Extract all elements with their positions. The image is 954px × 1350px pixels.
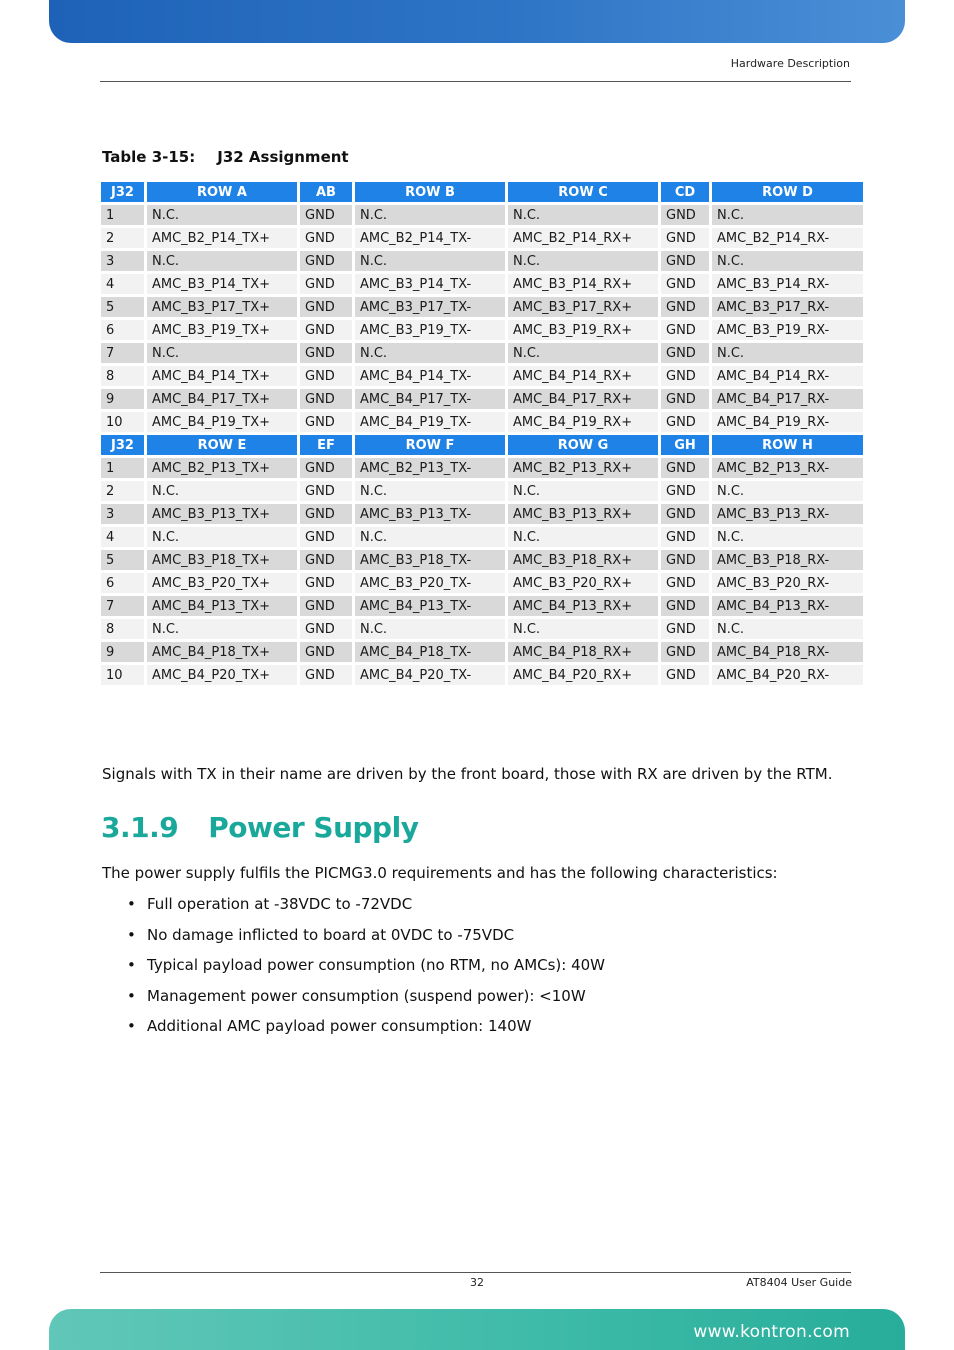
table-cell: 5	[101, 297, 144, 317]
table-cell: AMC_B4_P14_RX-	[712, 366, 863, 386]
table-cell: GND	[300, 481, 352, 501]
table-cell: AMC_B2_P14_TX+	[147, 228, 297, 248]
column-header: ROW F	[355, 435, 505, 455]
table-cell: AMC_B4_P17_TX-	[355, 389, 505, 409]
table-cell: AMC_B4_P18_TX-	[355, 642, 505, 662]
table-cell: 6	[101, 320, 144, 340]
column-header: ROW C	[508, 182, 658, 202]
intro-paragraph: The power supply fulfils the PICMG3.0 requirements and has the following characteristics:	[102, 864, 778, 882]
list-item-text: Management power consumption (suspend power): <10W	[147, 986, 586, 1005]
column-header: ROW E	[147, 435, 297, 455]
list-item	[127, 895, 605, 926]
table-row	[101, 412, 863, 432]
table-row	[101, 205, 863, 225]
table-body	[101, 182, 863, 685]
table-cell: AMC_B4_P20_TX+	[147, 665, 297, 685]
table-cell: GND	[300, 274, 352, 294]
table-cell: AMC_B3_P14_RX-	[712, 274, 863, 294]
table-cell: N.C.	[712, 527, 863, 547]
list-item	[127, 926, 605, 957]
table-cell: GND	[661, 550, 709, 570]
table-row	[101, 389, 863, 409]
table-cell: AMC_B4_P17_RX+	[508, 389, 658, 409]
table-row	[101, 573, 863, 593]
table-cell: 4	[101, 274, 144, 294]
table-caption-label: Table 3-15:	[102, 148, 196, 166]
table-cell: AMC_B3_P13_RX-	[712, 504, 863, 524]
table-cell: AMC_B4_P14_RX+	[508, 366, 658, 386]
table-cell: AMC_B3_P17_TX-	[355, 297, 505, 317]
section-title: Power Supply	[208, 811, 419, 844]
list-item	[127, 987, 605, 1018]
tx-rx-note: Signals with TX in their name are driven by the front board, those with RX are driven by the RTM.	[102, 765, 833, 783]
table-cell: GND	[661, 251, 709, 271]
table-cell: 10	[101, 665, 144, 685]
table-cell: AMC_B4_P19_RX+	[508, 412, 658, 432]
section-heading	[101, 811, 418, 844]
table-cell: 2	[101, 481, 144, 501]
header-rule	[100, 81, 851, 82]
footer-rule	[100, 1272, 851, 1273]
bullet-icon: •	[127, 1017, 136, 1035]
table-cell: AMC_B2_P13_TX-	[355, 458, 505, 478]
table-cell: AMC_B4_P18_RX+	[508, 642, 658, 662]
table-cell: GND	[661, 642, 709, 662]
table-cell: AMC_B2_P13_RX+	[508, 458, 658, 478]
table-cell: AMC_B4_P13_RX+	[508, 596, 658, 616]
bullet-icon: •	[127, 895, 136, 913]
table-cell: AMC_B4_P13_TX+	[147, 596, 297, 616]
table-cell: GND	[300, 665, 352, 685]
table-cell: GND	[661, 412, 709, 432]
table-cell: 9	[101, 642, 144, 662]
table-header-row	[101, 435, 863, 455]
column-header: AB	[300, 182, 352, 202]
table-cell: AMC_B3_P19_TX+	[147, 320, 297, 340]
table-cell: GND	[300, 366, 352, 386]
table-cell: AMC_B4_P20_RX+	[508, 665, 658, 685]
table-cell: N.C.	[508, 343, 658, 363]
table-row	[101, 596, 863, 616]
table-cell: N.C.	[508, 619, 658, 639]
table-cell: AMC_B2_P14_RX-	[712, 228, 863, 248]
table-cell: GND	[300, 642, 352, 662]
table-row	[101, 366, 863, 386]
table-cell: AMC_B3_P17_RX+	[508, 297, 658, 317]
table-cell: GND	[661, 205, 709, 225]
table-row	[101, 343, 863, 363]
table-cell: AMC_B4_P20_TX-	[355, 665, 505, 685]
column-header: ROW H	[712, 435, 863, 455]
table-row	[101, 251, 863, 271]
table-cell: GND	[300, 573, 352, 593]
table-row	[101, 481, 863, 501]
table-row	[101, 619, 863, 639]
table-cell: GND	[300, 458, 352, 478]
table-cell: GND	[661, 320, 709, 340]
table-cell: N.C.	[147, 527, 297, 547]
table-cell: AMC_B4_P18_TX+	[147, 642, 297, 662]
list-item-text: Additional AMC payload power consumption: 140W	[147, 1017, 532, 1035]
column-header: ROW B	[355, 182, 505, 202]
table-cell: GND	[661, 458, 709, 478]
table-caption	[102, 148, 349, 166]
table-row	[101, 527, 863, 547]
table-cell: N.C.	[508, 205, 658, 225]
column-header: GH	[661, 435, 709, 455]
table-cell: GND	[661, 389, 709, 409]
table-cell: 8	[101, 619, 144, 639]
table-cell: 10	[101, 412, 144, 432]
table-cell: AMC_B3_P18_TX-	[355, 550, 505, 570]
list-item	[127, 1017, 605, 1048]
list-item-text: No damage inflicted to board at 0VDC to -75VDC	[147, 925, 515, 944]
table-cell: GND	[661, 481, 709, 501]
table-cell: N.C.	[712, 251, 863, 271]
table-cell: AMC_B3_P19_TX-	[355, 320, 505, 340]
table-cell: AMC_B3_P19_RX+	[508, 320, 658, 340]
table-row	[101, 458, 863, 478]
table-cell: N.C.	[355, 481, 505, 501]
table-cell: GND	[300, 297, 352, 317]
top-banner	[49, 0, 905, 43]
table-cell: GND	[300, 619, 352, 639]
column-header: ROW G	[508, 435, 658, 455]
running-header: Hardware Description	[730, 57, 850, 70]
table-cell: 1	[101, 458, 144, 478]
table-cell: N.C.	[355, 251, 505, 271]
table-cell: GND	[661, 343, 709, 363]
table-cell: AMC_B3_P13_TX-	[355, 504, 505, 524]
column-header: CD	[661, 182, 709, 202]
column-header: EF	[300, 435, 352, 455]
table-cell: AMC_B3_P14_TX-	[355, 274, 505, 294]
table-cell: AMC_B2_P13_RX-	[712, 458, 863, 478]
table-cell: N.C.	[147, 205, 297, 225]
table-cell: GND	[661, 504, 709, 524]
table-cell: AMC_B3_P14_TX+	[147, 274, 297, 294]
table-cell: N.C.	[147, 619, 297, 639]
table-cell: AMC_B4_P19_TX+	[147, 412, 297, 432]
table-cell: N.C.	[355, 527, 505, 547]
table-header-row	[101, 182, 863, 202]
table-cell: AMC_B3_P17_TX+	[147, 297, 297, 317]
table-cell: AMC_B3_P20_TX+	[147, 573, 297, 593]
table-cell: N.C.	[147, 251, 297, 271]
table-cell: AMC_B4_P19_TX-	[355, 412, 505, 432]
table-cell: AMC_B3_P17_RX-	[712, 297, 863, 317]
table-cell: AMC_B2_P14_TX-	[355, 228, 505, 248]
table-cell: GND	[300, 527, 352, 547]
table-cell: GND	[300, 412, 352, 432]
table-cell: GND	[661, 665, 709, 685]
table-cell: GND	[661, 527, 709, 547]
table-cell: N.C.	[712, 343, 863, 363]
table-cell: AMC_B4_P19_RX-	[712, 412, 863, 432]
j32-assignment-table	[98, 179, 866, 688]
page-number: 32	[470, 1276, 484, 1289]
table-cell: N.C.	[147, 343, 297, 363]
table-cell: 4	[101, 527, 144, 547]
table-cell: GND	[300, 389, 352, 409]
table-cell: AMC_B3_P19_RX-	[712, 320, 863, 340]
section-number: 3.1.9	[101, 811, 179, 844]
table-cell: GND	[300, 320, 352, 340]
column-header: J32	[101, 182, 144, 202]
list-item-text: Full operation at -38VDC to -72VDC	[147, 895, 413, 913]
column-header: ROW A	[147, 182, 297, 202]
table-cell: 6	[101, 573, 144, 593]
website-link[interactable]: www.kontron.com	[693, 1322, 850, 1342]
table-cell: N.C.	[712, 205, 863, 225]
document-name: AT8404 User Guide	[746, 1276, 852, 1289]
table-cell: GND	[300, 504, 352, 524]
table-row	[101, 320, 863, 340]
table-cell: GND	[300, 205, 352, 225]
table-cell: GND	[300, 596, 352, 616]
table-cell: AMC_B3_P13_RX+	[508, 504, 658, 524]
table-row	[101, 642, 863, 662]
table-caption-title: J32 Assignment	[217, 148, 349, 166]
table-cell: N.C.	[712, 481, 863, 501]
bullet-icon: •	[127, 925, 136, 944]
table-cell: AMC_B3_P13_TX+	[147, 504, 297, 524]
table-cell: 3	[101, 251, 144, 271]
table-cell: GND	[661, 573, 709, 593]
table-cell: AMC_B3_P18_TX+	[147, 550, 297, 570]
table-cell: GND	[661, 619, 709, 639]
table-cell: 9	[101, 389, 144, 409]
table-cell: 7	[101, 596, 144, 616]
table-cell: GND	[661, 274, 709, 294]
table-cell: GND	[300, 550, 352, 570]
table-cell: 7	[101, 343, 144, 363]
table-row	[101, 665, 863, 685]
table-cell: N.C.	[147, 481, 297, 501]
table-cell: GND	[300, 343, 352, 363]
table-row	[101, 274, 863, 294]
table-cell: GND	[300, 228, 352, 248]
bullet-icon: •	[127, 986, 136, 1005]
table-cell: N.C.	[508, 527, 658, 547]
table-cell: 8	[101, 366, 144, 386]
table-cell: 5	[101, 550, 144, 570]
table-cell: AMC_B3_P18_RX-	[712, 550, 863, 570]
table-cell: GND	[661, 596, 709, 616]
table-cell: N.C.	[355, 205, 505, 225]
table-cell: AMC_B4_P14_TX-	[355, 366, 505, 386]
column-header: ROW D	[712, 182, 863, 202]
table-cell: N.C.	[355, 619, 505, 639]
table-cell: AMC_B2_P14_RX+	[508, 228, 658, 248]
table-cell: AMC_B4_P14_TX+	[147, 366, 297, 386]
table-cell: AMC_B3_P14_RX+	[508, 274, 658, 294]
table-row	[101, 228, 863, 248]
table-cell: AMC_B4_P17_RX-	[712, 389, 863, 409]
table-cell: N.C.	[508, 251, 658, 271]
table-cell: AMC_B4_P18_RX-	[712, 642, 863, 662]
table-cell: AMC_B4_P17_TX+	[147, 389, 297, 409]
characteristics-list	[127, 895, 605, 1048]
table-cell: AMC_B4_P20_RX-	[712, 665, 863, 685]
column-header: J32	[101, 435, 144, 455]
bullet-icon: •	[127, 956, 136, 974]
table-row	[101, 297, 863, 317]
table-cell: AMC_B3_P20_RX-	[712, 573, 863, 593]
table-cell: 1	[101, 205, 144, 225]
table-row	[101, 550, 863, 570]
table-cell: AMC_B3_P20_RX+	[508, 573, 658, 593]
table-cell: AMC_B4_P13_RX-	[712, 596, 863, 616]
table-cell: AMC_B4_P13_TX-	[355, 596, 505, 616]
table-cell: 3	[101, 504, 144, 524]
table-cell: GND	[300, 251, 352, 271]
table-cell: AMC_B3_P18_RX+	[508, 550, 658, 570]
table-cell: GND	[661, 228, 709, 248]
table-cell: N.C.	[712, 619, 863, 639]
table-cell: 2	[101, 228, 144, 248]
table-cell: AMC_B2_P13_TX+	[147, 458, 297, 478]
table-cell: GND	[661, 366, 709, 386]
table-cell: AMC_B3_P20_TX-	[355, 573, 505, 593]
list-item-text: Typical payload power consumption (no RTM, no AMCs): 40W	[147, 956, 606, 974]
table-cell: N.C.	[355, 343, 505, 363]
table-cell: GND	[661, 297, 709, 317]
table-row	[101, 504, 863, 524]
table-cell: N.C.	[508, 481, 658, 501]
list-item	[127, 956, 605, 987]
